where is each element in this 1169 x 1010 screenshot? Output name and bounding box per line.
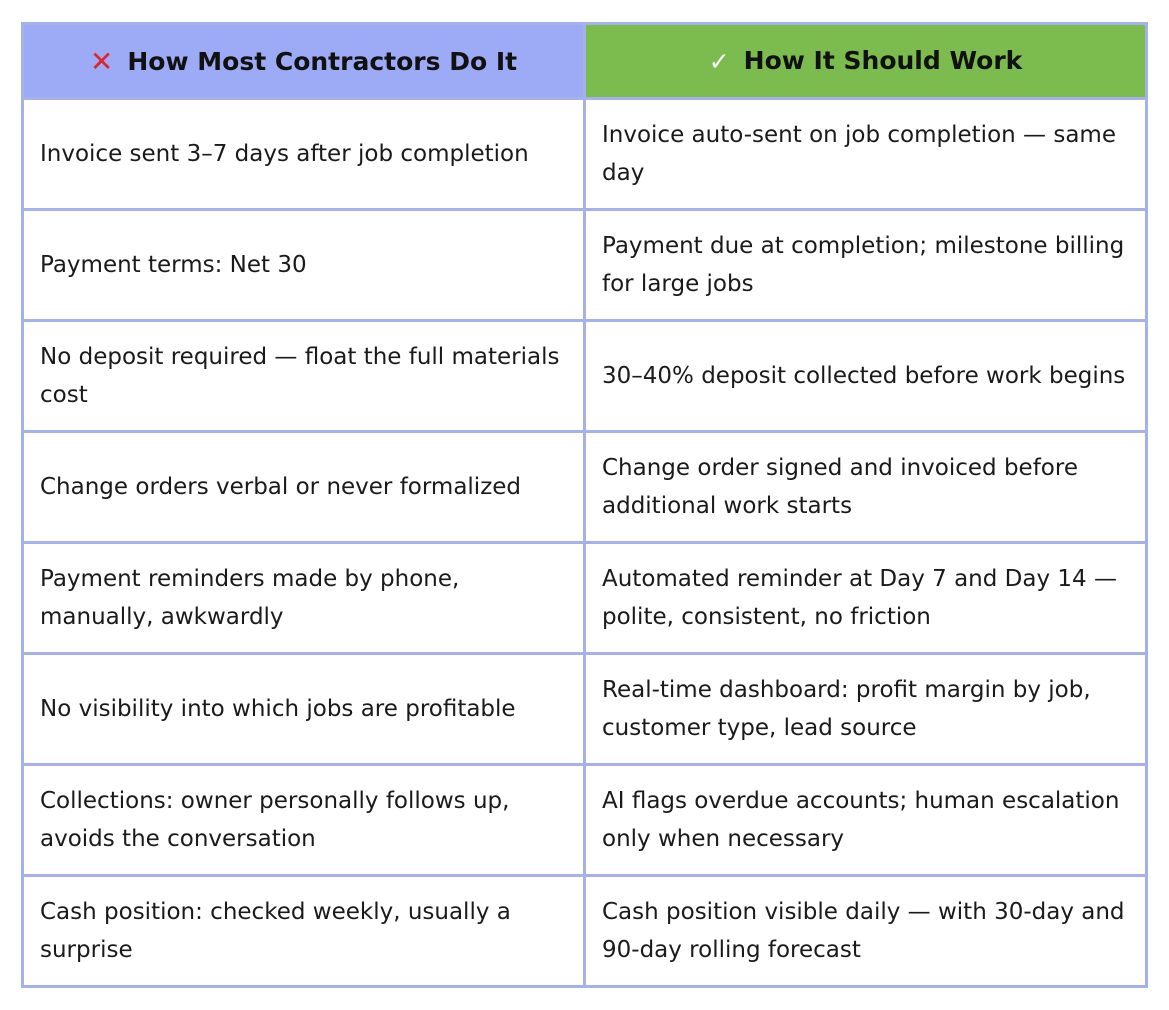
header-most-contractors [23,24,585,99]
cell-before: No deposit required — float the full materials cost [23,321,585,432]
cell-before: Payment reminders made by phone, manually, awkwardly [23,543,585,654]
table-row [23,765,1147,876]
table-row [23,99,1147,210]
comparison-table [21,22,1148,988]
table-row [23,210,1147,321]
comparison-table-container [21,22,1145,988]
table-row [23,876,1147,987]
cell-after: Real-time dashboard: profit margin by job, customer type, lead source [585,654,1147,765]
header-most-contractors-label: How Most Contractors Do It [127,46,518,76]
cell-after: Invoice auto-sent on job completion — same day [585,99,1147,210]
cell-before: Payment terms: Net 30 [23,210,585,321]
cell-before: Change orders verbal or never formalized [23,432,585,543]
header-should-work [585,24,1147,99]
cell-after: 30–40% deposit collected before work begins [585,321,1147,432]
cell-before: No visibility into which jobs are profitable [23,654,585,765]
header-row [23,24,1147,99]
cell-after: AI flags overdue accounts; human escalation only when necessary [585,765,1147,876]
cell-before: Collections: owner personally follows up, avoids the conversation [23,765,585,876]
x-mark-icon: ✕ [89,44,114,78]
table-row [23,321,1147,432]
cell-after: Change order signed and invoiced before additional work starts [585,432,1147,543]
header-should-work-label: How It Should Work [743,46,1023,75]
cell-after: Cash position visible daily — with 30-day and 90-day rolling forecast [585,876,1147,987]
cell-after: Automated reminder at Day 7 and Day 14 — polite, consistent, no friction [585,543,1147,654]
table-row [23,432,1147,543]
table-row [23,543,1147,654]
cell-after: Payment due at completion; milestone billing for large jobs [585,210,1147,321]
cell-before: Cash position: checked weekly, usually a surprise [23,876,585,987]
checkmark-icon: ✓ [708,47,730,76]
table-row [23,654,1147,765]
cell-before: Invoice sent 3–7 days after job completion [23,99,585,210]
